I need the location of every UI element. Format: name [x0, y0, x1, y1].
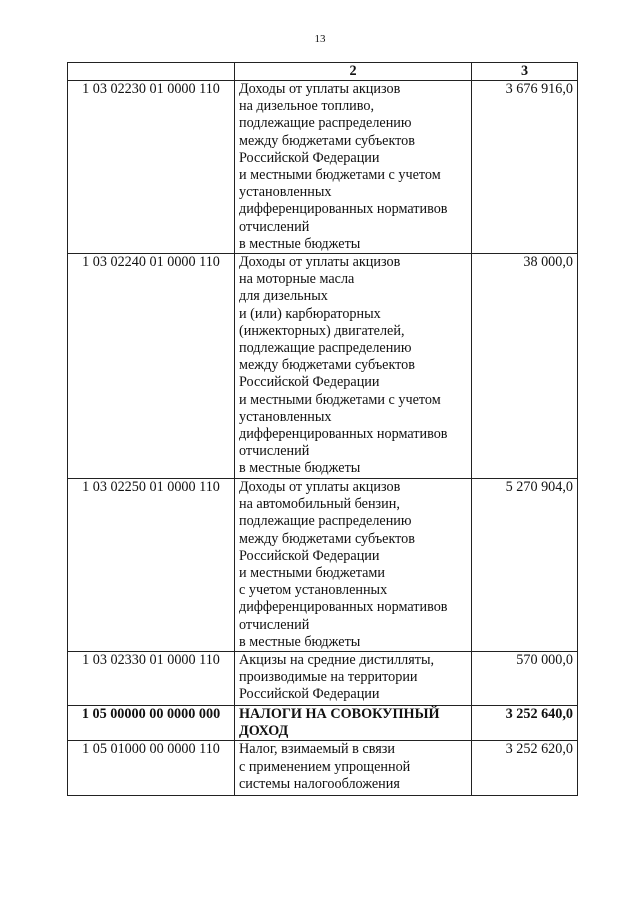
- table-row: [68, 706, 578, 741]
- amount-cell: 570 000,0: [472, 652, 578, 706]
- description-line: между бюджетами субъектов: [239, 357, 415, 374]
- description-line: отчислений: [239, 218, 310, 235]
- description-line: и местными бюджетами с учетом: [239, 167, 441, 184]
- budget-code-cell: 1 05 00000 00 0000 000: [68, 706, 235, 741]
- table-row: [68, 479, 578, 652]
- description-line: системы налогообложения: [239, 775, 400, 792]
- table-row: [68, 741, 578, 796]
- description-line: Российской Федерации: [239, 374, 380, 391]
- budget-code-cell: 1 03 02330 01 0000 110: [68, 652, 235, 706]
- description-line: для дизельных: [239, 288, 328, 305]
- amount-cell: 3 252 640,0: [472, 706, 578, 741]
- description-line: Доходы от уплаты акцизов: [239, 81, 401, 97]
- description-line: подлежащие распределению: [239, 513, 412, 530]
- amount-cell: 3 676 916,0: [472, 81, 578, 254]
- description-line: дифференцированных нормативов: [239, 426, 448, 443]
- description-line: НАЛОГИ НА СОВОКУПНЫЙ: [239, 706, 440, 723]
- table-row: [68, 81, 578, 254]
- description-cell: [235, 479, 472, 652]
- amount-cell: 3 252 620,0: [472, 741, 578, 796]
- description-line: с учетом установленных: [239, 582, 388, 599]
- description-line: в местные бюджеты: [239, 633, 361, 650]
- description-line: Акцизы на средние дистилляты,: [239, 652, 435, 669]
- description-line: ДОХОД: [239, 723, 289, 740]
- description-line: на дизельное топливо,: [239, 98, 375, 115]
- description-line: на автомобильный бензин,: [239, 496, 400, 513]
- table-row: [68, 254, 578, 479]
- description-line: отчислений: [239, 443, 310, 460]
- description-line: подлежащие распределению: [239, 340, 412, 357]
- table-body: [68, 81, 578, 796]
- description-line: производимые на территории: [239, 669, 418, 686]
- description-line: Налог, взимаемый в связи: [239, 741, 395, 758]
- column-header-1: [68, 63, 235, 81]
- budget-code-cell: 1 03 02240 01 0000 110: [68, 254, 235, 479]
- page-number: 13: [314, 33, 326, 45]
- description-line: и местными бюджетами с учетом: [239, 391, 441, 408]
- revenue-table: [67, 62, 578, 796]
- description-cell: [235, 254, 472, 479]
- table-row: [68, 652, 578, 706]
- description-line: дифференцированных нормативов: [239, 599, 448, 616]
- budget-code-cell: 1 03 02230 01 0000 110: [68, 81, 235, 254]
- column-header-2: 2: [235, 63, 472, 81]
- description-line: между бюджетами субъектов: [239, 530, 415, 547]
- description-line: установленных: [239, 184, 332, 201]
- description-line: Доходы от уплаты акцизов: [239, 479, 401, 496]
- description-line: отчислений: [239, 616, 310, 633]
- description-cell: [235, 81, 472, 254]
- description-line: Российской Федерации: [239, 686, 380, 703]
- description-line: подлежащие распределению: [239, 115, 412, 132]
- budget-code-cell: 1 03 02250 01 0000 110: [68, 479, 235, 652]
- description-cell: [235, 741, 472, 796]
- description-line: и местными бюджетами: [239, 565, 385, 582]
- description-line: на моторные масла: [239, 271, 355, 288]
- description-line: Российской Федерации: [239, 547, 380, 564]
- description-cell: [235, 652, 472, 706]
- table-header-row: [68, 63, 578, 81]
- budget-code-cell: 1 05 01000 00 0000 110: [68, 741, 235, 796]
- description-line: в местные бюджеты: [239, 460, 361, 477]
- description-line: Российской Федерации: [239, 149, 380, 166]
- column-header-3: 3: [472, 63, 578, 81]
- description-line: дифференцированных нормативов: [239, 201, 448, 218]
- description-line: (инжекторных) двигателей,: [239, 322, 405, 339]
- description-line: с применением упрощенной: [239, 758, 411, 775]
- description-line: в местные бюджеты: [239, 235, 361, 252]
- description-cell: [235, 706, 472, 741]
- description-line: между бюджетами субъектов: [239, 132, 415, 149]
- amount-cell: 5 270 904,0: [472, 479, 578, 652]
- description-line: Доходы от уплаты акцизов: [239, 254, 401, 271]
- description-line: и (или) карбюраторных: [239, 305, 381, 322]
- description-line: установленных: [239, 408, 332, 425]
- amount-cell: 38 000,0: [472, 254, 578, 479]
